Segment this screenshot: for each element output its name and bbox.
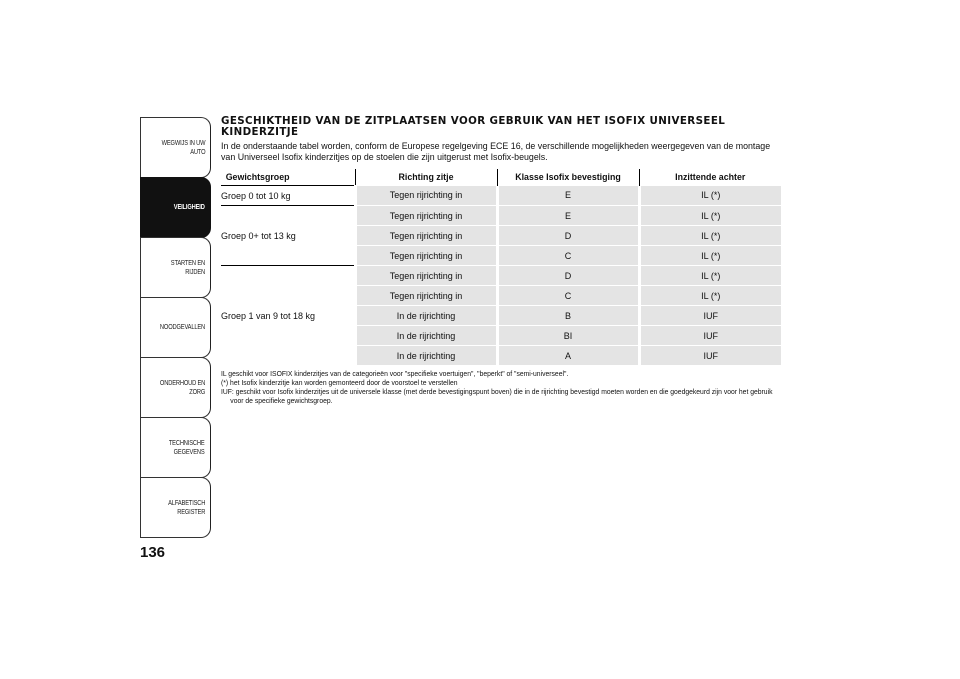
chapter-tab[interactable] (140, 177, 211, 238)
header-rear-passenger: Inzittende achter (644, 169, 776, 186)
section-intro: In de onderstaande tabel worden, conform de Europese regelgeving ECE 16, de verschillende mogelijkheden weergegeven van de montage van Universeel Isofix kinderzitjes op de stoelen die zijn uitgerust met Isofix-beugels. (221, 141, 771, 163)
isofix-class-cell: C (497, 246, 639, 266)
seat-direction-cell: Tegen rijrichting in (355, 206, 497, 226)
chapter-tab-label: ALFABETISCH REGISTER (167, 499, 205, 516)
chapter-tab-label: NOODGEVALLEN (159, 324, 205, 331)
table-body (221, 186, 781, 366)
rear-passenger-cell: IUF (639, 346, 781, 366)
chapter-tab-label: ONDERHOUD EN ZORG (159, 379, 205, 396)
header-seat-direction: Richting zitje (360, 169, 492, 186)
isofix-class-cell: BI (497, 326, 639, 346)
chapter-tab-label: TECHNISCHE GEGEVENS (169, 439, 205, 456)
seat-direction-cell: Tegen rijrichting in (355, 226, 497, 246)
footnote-asterisk: (*) het Isofix kinderzitje kan worden gemonteerd door de voorstoel te verstellen (221, 378, 458, 387)
chapter-tab-label: STARTEN EN RIJDEN (170, 259, 205, 276)
isofix-class-cell: D (497, 266, 639, 286)
isofix-class-cell: C (497, 286, 639, 306)
chapter-tab[interactable] (140, 477, 211, 538)
footnote-iuf: IUF: geschikt voor Isofix kinderzitjes uit de universele klasse (met derde bevestigingspunt boven) die in de rijrichting bevestigd moeten worden en die goedgekeurd zijn voor het gebruik voor de specifieke gewichtsgroep. (221, 387, 773, 405)
rear-passenger-cell: IUF (639, 326, 781, 346)
header-weight-group: Gewichtsgroep (226, 169, 351, 186)
seat-direction-cell: Tegen rijrichting in (355, 246, 497, 266)
rear-passenger-cell: IL (*) (639, 226, 781, 246)
header-isofix-class: Klasse Isofix bevestiging (502, 169, 634, 186)
chapter-tab[interactable] (140, 417, 211, 478)
chapter-tabs (140, 117, 211, 538)
table-row (221, 186, 781, 206)
rear-passenger-cell: IL (*) (639, 246, 781, 266)
rear-passenger-cell: IL (*) (639, 186, 781, 206)
chapter-tab-label: VEILIGHEID (174, 204, 205, 211)
rear-passenger-cell: IL (*) (639, 266, 781, 286)
chapter-tab[interactable] (140, 117, 211, 178)
seat-direction-cell: In de rijrichting (355, 346, 497, 366)
rear-passenger-cell: IL (*) (639, 286, 781, 306)
page-number: 136 (140, 544, 166, 561)
weight-group-cell: Groep 1 van 9 tot 18 kg (221, 266, 355, 366)
main-content (221, 116, 781, 405)
isofix-class-cell: E (497, 186, 639, 206)
seat-direction-cell: Tegen rijrichting in (355, 286, 497, 306)
isofix-class-cell: A (497, 346, 639, 366)
isofix-class-cell: E (497, 206, 639, 226)
footnote-il: IL geschikt voor ISOFIX kinderzitjes van de categorieën voor "specifieke voertuigen", "beperkt" of "semi-universeel". (221, 369, 569, 378)
chapter-tab[interactable] (140, 237, 211, 298)
table-header-row (221, 169, 781, 186)
seat-direction-cell: Tegen rijrichting in (355, 266, 497, 286)
chapter-tab-label: WEGWIJS IN UW AUTO (161, 139, 205, 156)
isofix-table (221, 169, 781, 366)
weight-group-cell: Groep 0+ tot 13 kg (221, 206, 355, 266)
isofix-class-cell: D (497, 226, 639, 246)
footnotes (221, 369, 779, 405)
seat-direction-cell: Tegen rijrichting in (355, 186, 497, 206)
chapter-tab[interactable] (140, 357, 211, 418)
seat-direction-cell: In de rijrichting (355, 326, 497, 346)
table-row (221, 206, 781, 226)
weight-group-cell: Groep 0 tot 10 kg (221, 190, 291, 201)
isofix-class-cell: B (497, 306, 639, 326)
section-title: GESCHIKTHEID VAN DE ZITPLAATSEN VOOR GEBRUIK VAN HET ISOFIX UNIVERSEEL KINDERZITJE (221, 115, 726, 138)
table-row (221, 266, 781, 286)
rear-passenger-cell: IUF (639, 306, 781, 326)
seat-direction-cell: In de rijrichting (355, 306, 497, 326)
rear-passenger-cell: IL (*) (639, 206, 781, 226)
chapter-tab[interactable] (140, 297, 211, 358)
